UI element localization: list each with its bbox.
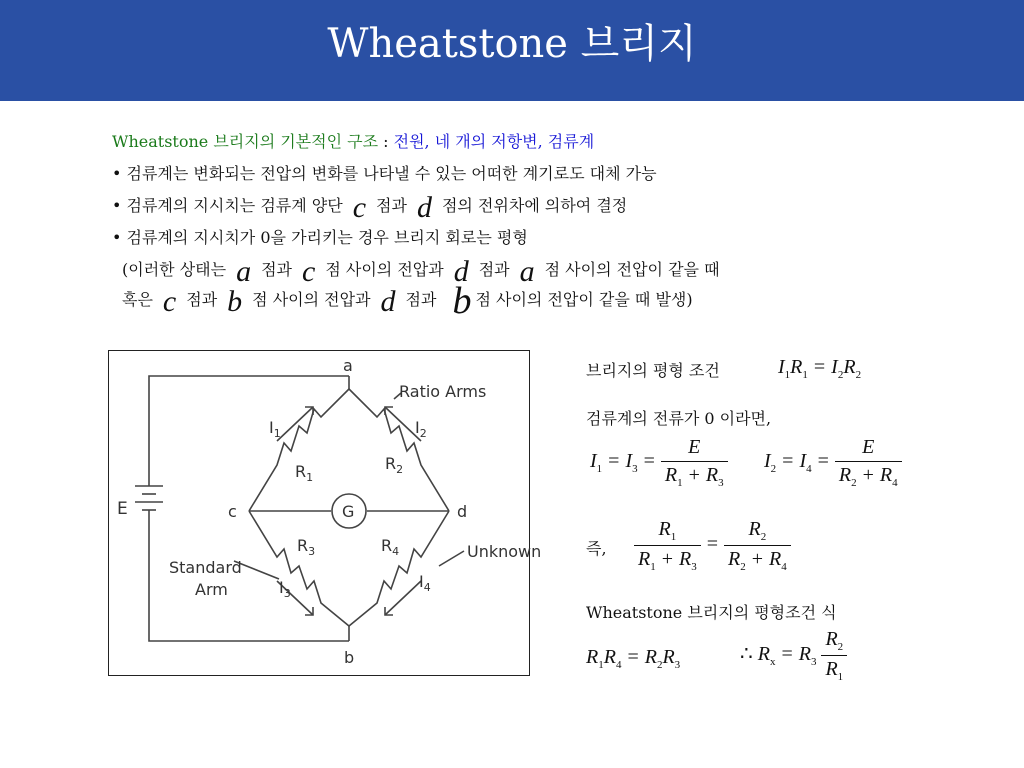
bullet-2-mid: 점과 — [376, 196, 407, 215]
note2-t2: 점 사이의 전압과 — [252, 290, 371, 309]
resistor-r2 — [349, 389, 449, 511]
note1-t3: 점과 — [478, 260, 510, 279]
bullet-1: • 검류계는 변화되는 전압의 변화를 나타낼 수 있는 어떠한 계기로도 대체 가능 — [112, 164, 657, 183]
galvanometer-label: G — [342, 502, 355, 521]
page-title: Wheatstone 브리지 — [327, 21, 697, 67]
bullet-3: • 검류계의 지시치가 0을 가리키는 경우 브리지 회로는 평형 — [112, 228, 528, 247]
bullet-2-post: 점의 전위차에 의하여 결정 — [441, 196, 628, 215]
resistor-r1 — [249, 389, 349, 511]
source-wire-bottom — [149, 521, 349, 641]
resistor-r3 — [249, 511, 349, 626]
standard-label: Standard — [169, 558, 242, 577]
note-line-2 — [122, 280, 693, 322]
var-d: d — [416, 191, 432, 224]
bridge-circuit-diagram — [109, 351, 542, 675]
bridge-circuit-figure — [108, 350, 542, 676]
var-d: d — [453, 255, 469, 288]
current-equation-1: $I_1 = I_3$ = $\frac{E}{R_1 + R_3}$ — [590, 436, 728, 489]
var-a: a — [236, 255, 252, 288]
balance-condition-label: 브리지의 평형 조건 — [586, 361, 720, 380]
so-label: 즉, — [586, 539, 607, 558]
resistor-r1-label: $R_1$ — [295, 462, 314, 484]
note2-t1: 점과 — [186, 290, 218, 309]
var-b: b — [227, 285, 243, 318]
unknown-label: Unknown — [467, 542, 542, 561]
intro-label: Wheatstone 브리지의 기본적인 구조 — [112, 132, 379, 151]
current-i2-label: $I_2$ — [415, 418, 427, 440]
intro-colon: : — [378, 132, 394, 151]
node-a-label: a — [343, 356, 353, 375]
var-d: d — [380, 285, 396, 318]
product-equation: $R_1R_4 = R_2R_3$ — [586, 646, 681, 671]
current-i4-label: $I_4$ — [419, 572, 431, 594]
current-zero-label: 검류계의 전류가 0 이라면, — [586, 409, 772, 428]
formula-label: Wheatstone 브리지의 평형조건 식 — [586, 603, 837, 622]
note2-pre: 혹은 — [122, 290, 153, 309]
var-c: c — [162, 285, 177, 318]
resistor-r4-label: $R_4$ — [381, 536, 400, 558]
ratio-equation: $\frac{R_1}{R_1 + R_3}$ = $\frac{R_2}{R_2 + R_4}$ — [634, 518, 791, 573]
intro-line — [112, 131, 594, 153]
balance-equation: $I_1R_1 = I_2R_2$ — [778, 356, 862, 381]
arm-label: Arm — [195, 580, 228, 599]
note-line-1 — [122, 255, 720, 288]
source-wire-top — [149, 376, 349, 486]
var-c: c — [352, 191, 367, 224]
unknown-resistance-equation: ∴ $R_x = R_3$ $\frac{R_2}{R_1}$ — [740, 628, 847, 683]
ratio-arms-label: Ratio Arms — [399, 382, 487, 401]
current-i1-label: $I_1$ — [269, 418, 281, 440]
note2-t4: 점 사이의 전압이 같을 때 발생) — [475, 290, 693, 309]
arrow-i4 — [385, 581, 421, 615]
node-b-label: b — [344, 648, 355, 667]
bullet-2-pre: • 검류계의 지시치는 검류계 양단 — [112, 196, 343, 215]
resistor-r3-label: $R_3$ — [297, 536, 316, 558]
bullet-2 — [112, 191, 628, 224]
source-label: E — [117, 499, 128, 519]
intro-components: 전원, 네 개의 저항변, 검류계 — [393, 132, 595, 151]
note2-t3: 점과 — [405, 290, 437, 309]
note1-pre: (이러한 상태는 — [122, 260, 227, 279]
resistor-r2-label: $R_2$ — [385, 454, 404, 476]
node-d-label: d — [457, 502, 468, 521]
unknown-pointer — [439, 551, 464, 566]
current-i3-label: $I_3$ — [279, 578, 291, 600]
note1-t4: 점 사이의 전압이 같을 때 — [544, 260, 720, 279]
note1-t1: 점과 — [261, 260, 292, 279]
var-a: a — [519, 255, 535, 288]
note1-t2: 점 사이의 전압과 — [325, 260, 444, 279]
current-equation-2: $I_2 = I_4$ = $\frac{E}{R_2 + R_4}$ — [764, 436, 902, 489]
var-c: c — [302, 255, 316, 288]
node-c-label: c — [228, 502, 237, 521]
var-b: b — [452, 280, 472, 322]
resistor-r4 — [349, 511, 449, 626]
